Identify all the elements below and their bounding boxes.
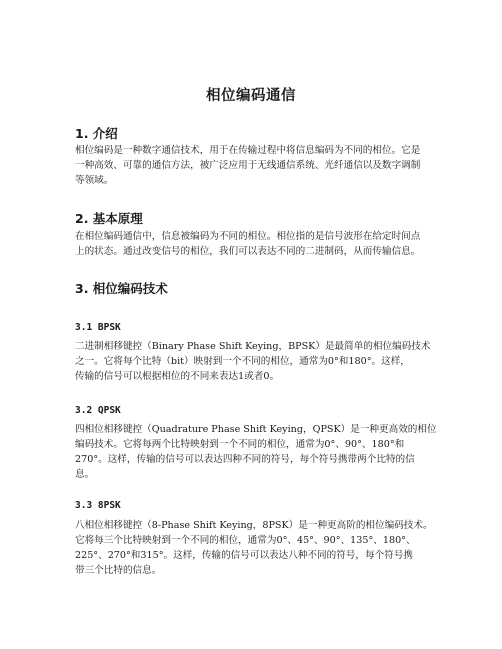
section-heading-techniques: 3. 相位编码技术 bbox=[75, 281, 168, 296]
subsection-heading-bpsk: 3.1 BPSK bbox=[75, 322, 121, 333]
section-heading-intro: 1. 介绍 bbox=[75, 126, 118, 141]
text-line: 八相位相移键控（8-Phase Shift Keying，8PSK）是一种更高阶的相位编码技术。 bbox=[75, 520, 433, 531]
text-line: 息。 bbox=[75, 469, 95, 480]
section-heading-principle: 2. 基本原理 bbox=[75, 211, 143, 226]
text-line: 等领域。 bbox=[75, 175, 114, 186]
text-line: 相位编码是一种数字通信技术，用于在传输过程中将信息编码为不同的相位。它是 bbox=[75, 145, 421, 156]
text-line: 传输的信号可以根据相位的不同来表达1或者0。 bbox=[75, 371, 280, 382]
text-line: 270°。这样，传输的信号可以表达四种不同的符号，每个符号携带两个比特的信 bbox=[75, 454, 415, 465]
text-line: 二进制相移键控（Binary Phase Shift Keying，BPSK）是最简单的相位编码技术 bbox=[75, 341, 431, 352]
subsection-heading-qpsk: 3.2 QPSK bbox=[75, 405, 121, 416]
subsection-paragraph-bpsk bbox=[75, 339, 435, 384]
text-line: 225°、270°和315°。这样，传输的信号可以表达八种不同的符号，每个符号携 bbox=[75, 550, 413, 561]
text-line: 编码技术。它将每两个比特映射到一个不同的相位，通常为0°、90°、180°和 bbox=[75, 439, 405, 450]
subsection-paragraph-8psk bbox=[75, 518, 435, 578]
text-line: 带三个比特的信息。 bbox=[75, 565, 162, 576]
text-line: 在相位编码通信中，信息被编码为不同的相位。相位指的是信号波形在给定时间点 bbox=[75, 231, 421, 242]
subsection-heading-8psk: 3.3 8PSK bbox=[75, 500, 121, 511]
text-line: 它将每三个比特映射到一个不同的相位，通常为0°、45°、90°、135°、180°、 bbox=[75, 535, 416, 546]
section-paragraph-principle bbox=[75, 229, 435, 259]
section-paragraph-intro bbox=[75, 143, 435, 188]
text-line: 之一。它将每个比特（bit）映射到一个不同的相位，通常为0°和180°。这样， bbox=[75, 356, 410, 367]
text-line: 上的状态。通过改变信号的相位，我们可以表达不同的二进制码，从而传输信息。 bbox=[75, 246, 421, 257]
subsection-paragraph-qpsk bbox=[75, 422, 435, 482]
text-line: 一种高效、可靠的通信方法，被广泛应用于无线通信系统、光纤通信以及数字调制 bbox=[75, 160, 421, 171]
text-line: 四相位相移键控（Quadrature Phase Shift Keying，QPSK）是一种更高效的相位 bbox=[75, 424, 437, 435]
document-title: 相位编码通信 bbox=[206, 88, 296, 104]
